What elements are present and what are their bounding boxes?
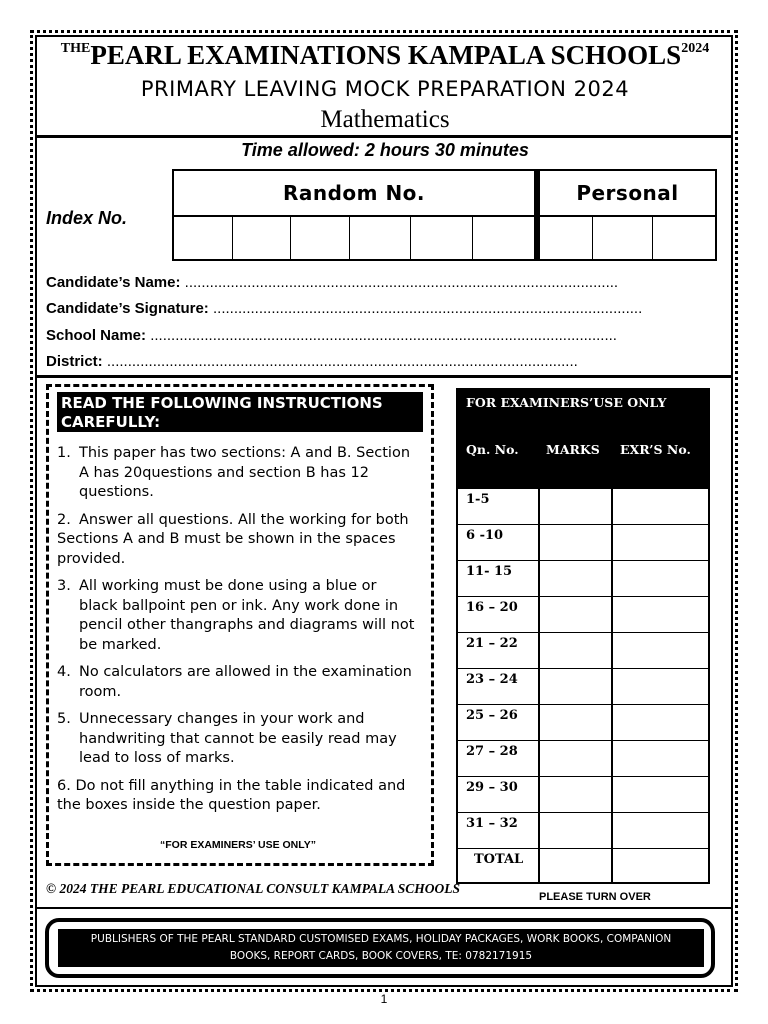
instruction-number: 1. [57,445,71,461]
candidate-name-field[interactable] [46,273,728,293]
title-year: 2024 [681,41,710,56]
school-name-field[interactable] [46,326,728,346]
instruction-item [57,710,419,769]
instruction-item [57,444,419,503]
question-range: 29 – 30 [466,780,518,795]
table-row [458,740,708,776]
question-range: 25 – 26 [466,708,518,723]
field-dots: ........................................................................................................ [184,274,619,291]
exam-title [38,38,732,72]
publishers-line: PUBLISHERS OF THE PEARL STANDARD CUSTOMISED EXAMS, HOLIDAY PACKAGES, WORK BOOKS, COMPANION [90,933,672,945]
instruction-number: 2. [57,511,71,528]
question-range: 27 – 28 [466,744,518,759]
table-row-total [458,848,708,884]
column-header: Qn. No. [466,442,519,457]
random-no-heading: Random No. [282,181,426,205]
instruction-number: 5. [57,711,71,727]
instruction-text: Unnecessary changes in your work and handwriting that cannot be easily read may lead to loss of marks. [79,711,397,766]
table-row [458,596,708,632]
copyright-notice: © 2024 THE PEARL EDUCATIONAL CONSULT KAMPALA SCHOOLS [46,881,461,896]
time-allowed: Time allowed: 2 hours 30 minutes [241,140,529,160]
question-range: 21 – 22 [466,636,518,651]
examiners-note: “FOR EXAMINERS’ USE ONLY” [160,839,316,851]
index-label: Index No. [46,208,128,228]
subject-name: Mathematics [320,106,450,133]
column-header: EXR’S No. [620,442,691,457]
column-line [538,488,540,882]
please-turn-over: PLEASE TURN OVER [539,891,651,903]
column-line [611,488,613,882]
examiners-table-title: FOR EXAMINERS’USE ONLY [466,395,667,410]
table-row [458,632,708,668]
field-dots: ....................................................................................................... [212,300,643,317]
instruction-text: This paper has two sections: A and B. Section A has 20questions and section B has 12 questions. [79,445,411,500]
grid-line [652,217,653,259]
title-main: PEARL EXAMINATIONS KAMPALA SCHOOLS [90,40,682,70]
instruction-number: 4. [57,664,71,680]
instruction-item [57,511,419,531]
publishers-line: BOOKS, REPORT CARDS, BOOK COVERS, TE: 0782171915 [229,950,533,962]
district-field[interactable] [46,352,708,372]
instruction-text: All working must be done using a blue or black ballpoint pen or ink. Any work done in pencil other thangraphs and diagrams will not be marked. [79,578,415,653]
column-header: MARKS [546,442,600,457]
question-range: 23 – 24 [466,672,518,687]
instruction-text: No calculators are allowed in the examination room. [79,664,412,700]
examiners-table-header [458,390,708,488]
question-range: 11- 15 [466,564,513,579]
grid-line [290,217,291,259]
grid-separator [534,171,540,259]
grid-line [410,217,411,259]
grid-line [472,217,473,259]
candidate-signature-field[interactable] [46,299,728,319]
table-row [458,668,708,704]
index-number-grid [172,169,717,261]
examiners-table [456,388,710,884]
instruction-text: 6. Do not fill anything in the table indicated and the boxes inside the question paper. [57,777,406,813]
grid-line [592,217,593,259]
field-label: School Name: [46,327,147,344]
table-row [458,812,708,848]
question-range: 16 – 20 [466,600,518,615]
table-row [458,488,708,524]
table-row [458,704,708,740]
instruction-item [57,577,419,655]
field-label: Candidate’s Name: [46,274,181,291]
total-label: TOTAL [474,852,524,867]
table-row [458,560,708,596]
instructions-title: READ THE FOLLOWING INSTRUCTIONS CAREFULLY: [57,392,423,432]
footer-divider [36,907,732,909]
field-label: District: [46,353,103,370]
personal-heading: Personal [576,181,679,205]
instruction-text: Sections A and B must be shown in the spaces provided. [57,531,396,567]
question-range: 6 -10 [466,528,504,543]
table-row [458,776,708,812]
instruction-number: 3. [57,578,71,594]
question-range: 1-5 [466,492,490,507]
title-prefix: THE [60,41,91,56]
field-dots: ................................................................................................................ [150,327,617,344]
page-number: 1 [380,992,388,1006]
publishers-banner [58,929,704,967]
table-row [458,524,708,560]
grid-line [349,217,350,259]
exam-subtitle: PRIMARY LEAVING MOCK PREPARATION 2024 [140,77,630,101]
section-divider [36,375,732,378]
grid-divider [174,215,715,217]
instructions-list [57,444,419,824]
field-label: Candidate’s Signature: [46,300,209,317]
grid-line [232,217,233,259]
field-dots: ................................................................................................................. [106,353,578,370]
instruction-item [57,663,419,702]
instruction-text: Answer all questions. All the working for both [79,511,409,528]
question-range: 31 – 32 [466,816,518,831]
